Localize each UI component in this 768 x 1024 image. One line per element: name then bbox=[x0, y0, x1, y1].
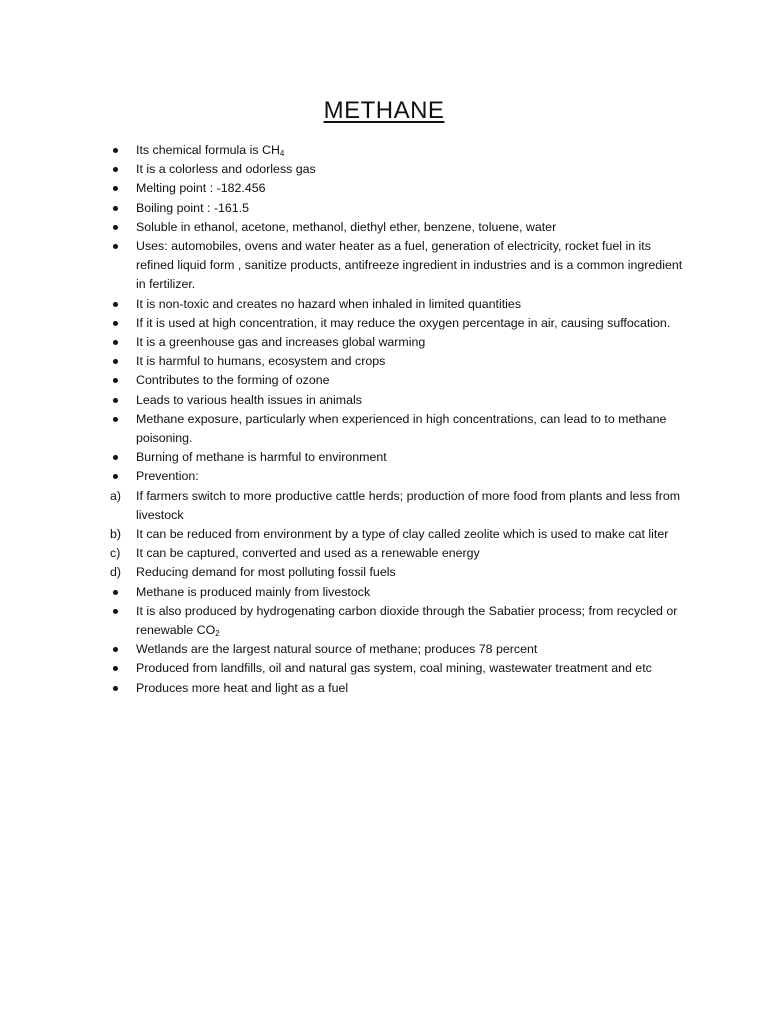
list-item bbox=[110, 602, 690, 640]
page-title: METHANE bbox=[323, 97, 445, 124]
list-item bbox=[110, 563, 690, 582]
list-item-text: Methane is produced mainly from livestock bbox=[136, 584, 371, 599]
list-item bbox=[110, 352, 690, 371]
list-item-text: Its chemical formula is CH bbox=[136, 143, 280, 157]
list-item bbox=[110, 391, 690, 410]
list-item bbox=[110, 410, 690, 448]
list-item bbox=[110, 160, 690, 179]
list-item bbox=[110, 199, 690, 218]
list-item bbox=[110, 218, 690, 237]
list-letter-marker: b) bbox=[110, 527, 122, 542]
list-item-text: Soluble in ethanol, acetone, methanol, diethyl ether, benzene, toluene, water bbox=[136, 219, 557, 234]
list-item bbox=[110, 544, 690, 563]
list-item-text: Produces more heat and light as a fuel bbox=[136, 680, 349, 695]
list-item bbox=[110, 583, 690, 602]
list-item bbox=[110, 295, 690, 314]
list-item-text: It is non-toxic and creates no hazard when inhaled in limited quantities bbox=[136, 296, 522, 311]
list-item-text: Prevention: bbox=[136, 469, 199, 484]
list-item-text: Melting point : -182.456 bbox=[136, 181, 266, 196]
list-item bbox=[110, 640, 690, 659]
list-item bbox=[110, 467, 690, 486]
list-item-text: It is a greenhouse gas and increases global warming bbox=[136, 335, 426, 350]
list-item bbox=[110, 659, 690, 678]
list-item-text: Leads to various health issues in animals bbox=[136, 392, 362, 407]
list-item-text: If it is used at high concentration, it may reduce the oxygen percentage in air, causing suffocation. bbox=[136, 315, 671, 330]
list-letter-marker: a) bbox=[110, 488, 122, 503]
subscript: 2 bbox=[215, 629, 220, 639]
list-item bbox=[110, 141, 690, 160]
list-item-text: Reducing demand for most polluting fossil fuels bbox=[136, 565, 396, 580]
list-item bbox=[110, 487, 690, 525]
subscript: 4 bbox=[279, 149, 285, 158]
list-item-text: Uses: automobiles, ovens and water heater as a fuel, generation of electricity, rocket fuel in its refined liquid form , sanitize products, antifreeze ingredient in industries and is a common ingredient in fertilizer. bbox=[136, 239, 683, 292]
list-item-text: Produced from landfills, oil and natural gas system, coal mining, wastewater treatment and etc bbox=[136, 661, 652, 676]
list-item bbox=[110, 179, 690, 198]
list-item bbox=[110, 448, 690, 467]
list-item-text: It is also produced by hydrogenating carbon dioxide through the Sabatier process; from recycled or renewable CO bbox=[136, 603, 678, 638]
list-item bbox=[110, 237, 690, 295]
list-item-text: Burning of methane is harmful to environment bbox=[136, 450, 387, 465]
list-item-text: If farmers switch to more productive cattle herds; production of more food from plants and less from livestock bbox=[136, 488, 681, 522]
list-item-text: Methane exposure, particularly when experienced in high concentrations, can lead to to methane poisoning. bbox=[136, 411, 667, 446]
list-item-text: It is harmful to humans, ecosystem and crops bbox=[136, 354, 386, 369]
list-item bbox=[110, 333, 690, 352]
list-letter-marker: d) bbox=[110, 565, 122, 580]
list-item bbox=[110, 525, 690, 544]
list-item bbox=[110, 679, 690, 698]
list-item-text: Boiling point : -161.5 bbox=[136, 200, 249, 215]
list-item-text: It can be captured, converted and used as a renewable energy bbox=[136, 546, 480, 561]
fact-list bbox=[110, 141, 690, 698]
list-item-text: Wetlands are the largest natural source of methane; produces 78 percent bbox=[136, 642, 538, 657]
list-item-text: Contributes to the forming of ozone bbox=[136, 373, 330, 388]
list-letter-marker: c) bbox=[110, 546, 121, 561]
list-item bbox=[110, 371, 690, 390]
list-item-text: It can be reduced from environment by a type of clay called zeolite which is used to make cat liter bbox=[136, 527, 669, 542]
list-item-text: It is a colorless and odorless gas bbox=[136, 162, 316, 177]
list-item bbox=[110, 314, 690, 333]
